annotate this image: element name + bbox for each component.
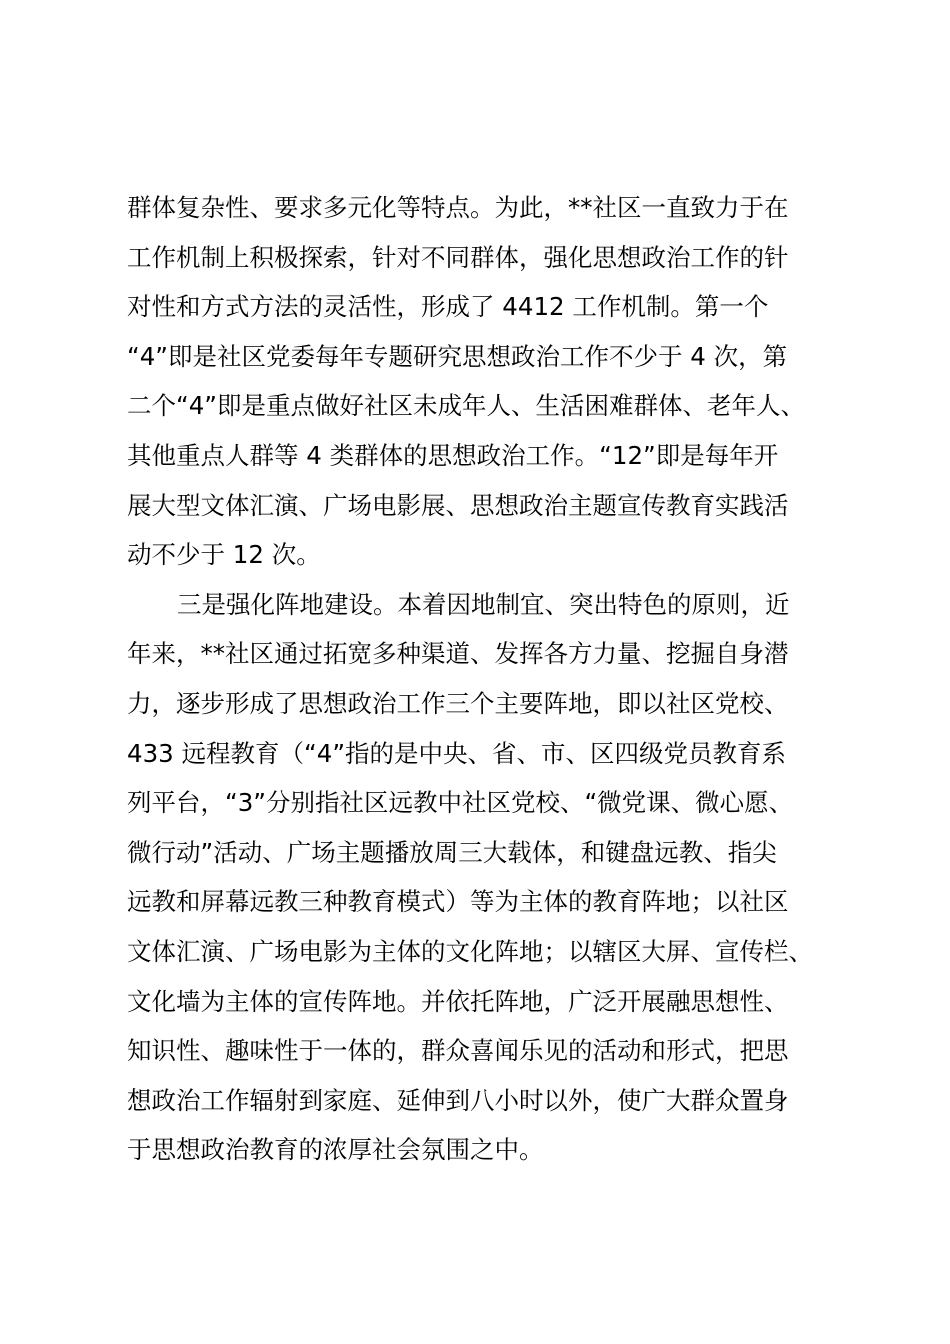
text-line: 文体汇演、广场电影为主体的文化阵地；以辖区大屏、宣传栏、 <box>127 936 813 966</box>
text-line: 力，逐步形成了思想政治工作三个主要阵地，即以社区党校、 <box>127 688 789 718</box>
text-line: 文化墙为主体的宣传阵地。并依托阵地，广泛开展融思想性、 <box>127 986 789 1016</box>
text-line: 二个“4”即是重点做好社区未成年人、生活困难群体、老年人、 <box>127 391 805 421</box>
text-line: 列平台，“3”分别指社区远教中社区党校、“微党课、微心愿、 <box>127 788 794 818</box>
text-line: 其他重点人群等 4 类群体的思想政治工作。“12”即是每年开 <box>127 440 779 470</box>
text-line: 展大型文体汇演、广场电影展、思想政治主题宣传教育实践活 <box>127 490 789 520</box>
text-line: 对性和方式方法的灵活性，形成了 4412 工作机制。第一个 <box>127 292 769 322</box>
text-line: 于思想政治教育的浓厚社会氛围之中。 <box>127 1135 544 1165</box>
text-line: 知识性、趣味性于一体的，群众喜闻乐见的活动和形式，把思 <box>127 1036 789 1066</box>
text-line: 动不少于 12 次。 <box>127 540 321 570</box>
text-line: 群体复杂性、要求多元化等特点。为此，**社区一直致力于在 <box>127 193 789 222</box>
text-line: 年来，**社区通过拓宽多种渠道、发挥各方力量、挖掘自身潜 <box>127 639 789 669</box>
text-line: “4”即是社区党委每年专题研究思想政治工作不少于 4 次，第 <box>127 341 788 371</box>
text-line: 工作机制上积极探索，针对不同群体，强化思想政治工作的针 <box>127 242 789 272</box>
document-body <box>127 183 857 1175</box>
text-line: 想政治工作辐射到家庭、延伸到八小时以外，使广大群众置身 <box>127 1085 789 1115</box>
text-line: 微行动”活动、广场主题播放周三大载体，和键盘远教、指尖 <box>127 837 777 867</box>
paragraph-start-line: 三是强化阵地建设。本着因地制宜、突出特色的原则，近 <box>177 589 790 619</box>
text-line: 433 远程教育（“4”指的是中央、省、市、区四级党员教育系 <box>127 738 787 768</box>
text-line: 远教和屏幕远教三种教育模式）等为主体的教育阵地；以社区 <box>127 887 789 917</box>
